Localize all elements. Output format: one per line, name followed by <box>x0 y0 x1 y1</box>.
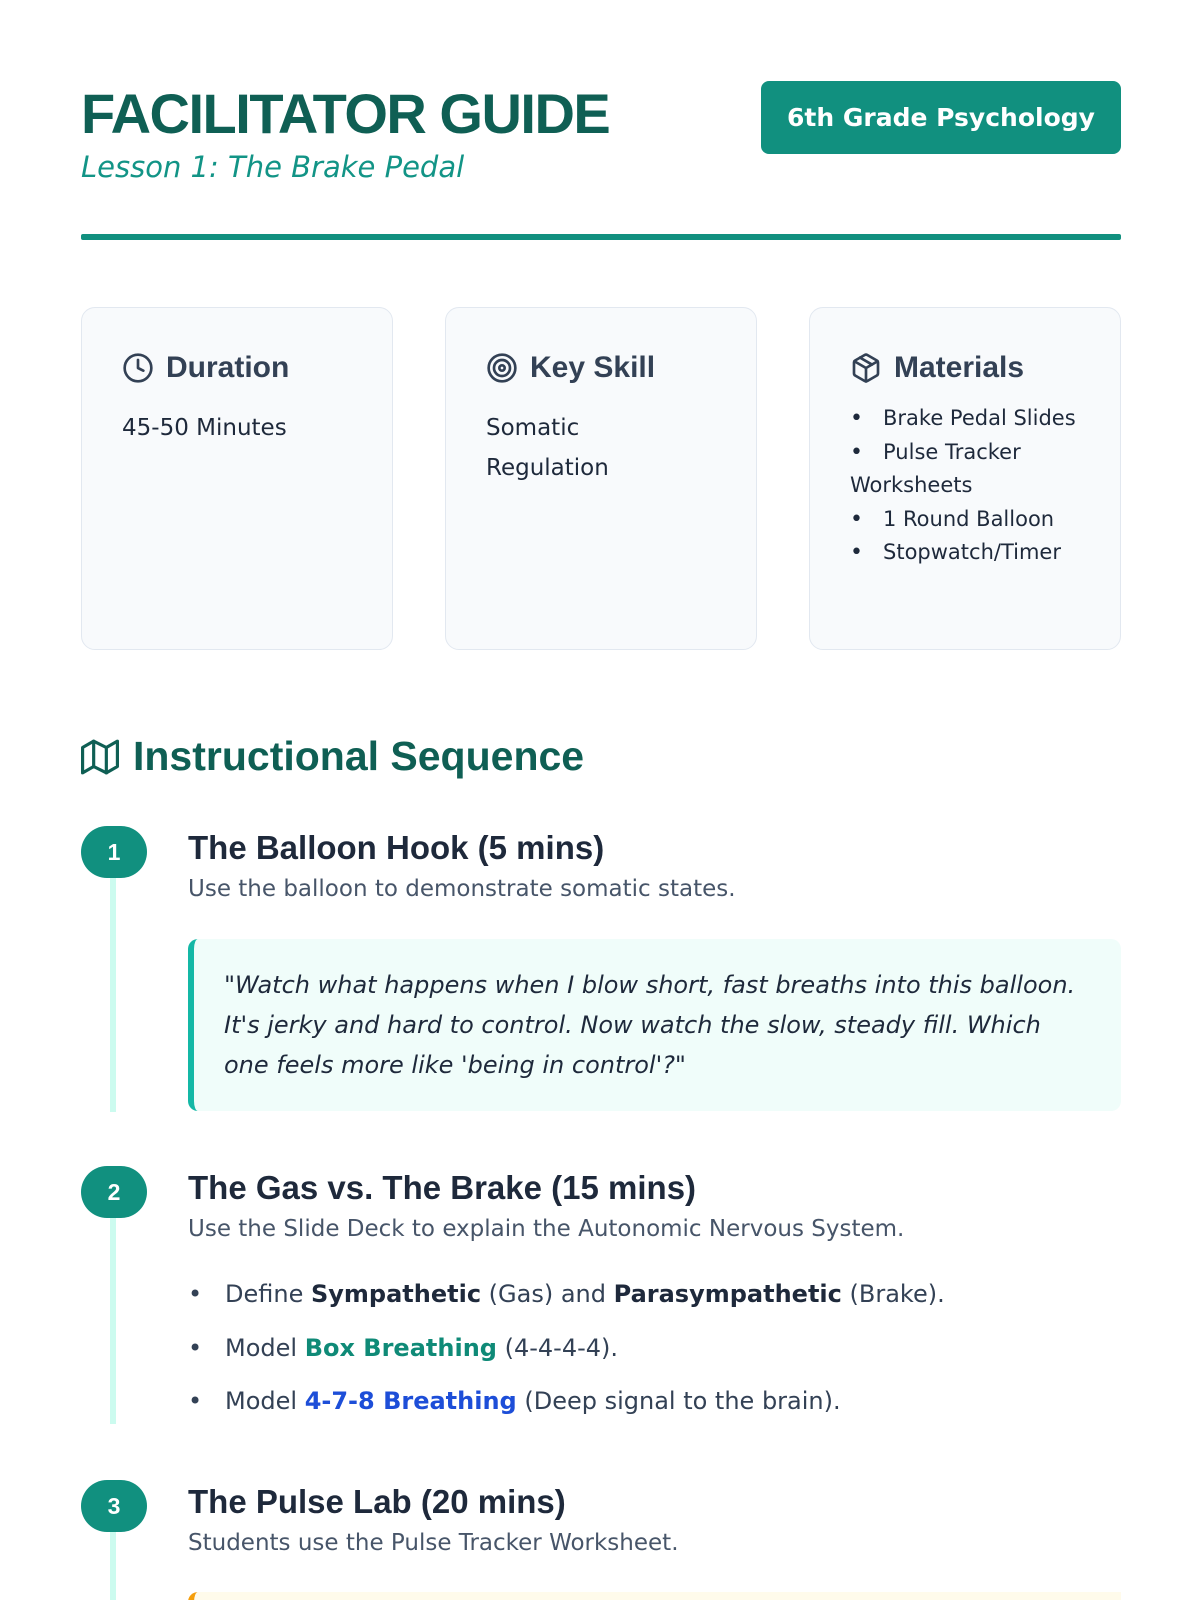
map-icon <box>81 738 119 776</box>
list-item: • Brake Pedal Slides <box>850 402 1080 436</box>
warning-callout <box>188 1592 1121 1600</box>
step-description: Students use the Pulse Tracker Worksheet. <box>188 1530 679 1556</box>
grade-badge: 6th Grade Psychology <box>761 81 1121 154</box>
script-quote: "Watch what happens when I blow short, fast breaths into this balloon. It's jerky and hard to control. Now watch the slow, steady fill. Which one feels more like 'being in control'?" <box>188 939 1121 1111</box>
duration-title: Duration <box>166 351 290 384</box>
list-item: • Pulse Tracker Worksheets <box>850 436 1080 503</box>
list-item: • 1 Round Balloon <box>850 503 1080 537</box>
materials-card <box>809 307 1121 650</box>
step-title: The Gas vs. The Brake (15 mins) <box>188 1169 697 1206</box>
step-title: The Balloon Hook (5 mins) <box>188 829 605 866</box>
duration-card <box>81 307 393 650</box>
step-number: 2 <box>81 1166 147 1218</box>
duration-value: 45-50 Minutes <box>122 415 287 441</box>
section-title: Instructional Sequence <box>133 733 585 779</box>
term-parasympathetic: Parasympathetic <box>613 1280 842 1308</box>
list-item: • Model 4-7-8 Breathing (Deep signal to the brain). <box>188 1387 945 1441</box>
step-bullet-list <box>188 1280 945 1441</box>
step-description: Use the balloon to demonstrate somatic states. <box>188 876 736 902</box>
box-icon <box>850 352 882 384</box>
materials-list <box>850 402 1080 570</box>
materials-title: Materials <box>894 351 1025 384</box>
step-description: Use the Slide Deck to explain the Autonomic Nervous System. <box>188 1216 905 1242</box>
instructional-sequence-heading <box>81 733 584 780</box>
lesson-subtitle: Lesson 1: The Brake Pedal <box>81 150 465 184</box>
term-box-breathing: Box Breathing <box>304 1333 497 1362</box>
term-478-breathing: 4-7-8 Breathing <box>304 1387 517 1415</box>
term-sympathetic: Sympathetic <box>310 1280 482 1308</box>
key-skill-title: Key Skill <box>530 351 656 384</box>
page-title: FACILITATOR GUIDE <box>81 82 610 145</box>
step-connector <box>110 1526 116 1600</box>
step-connector <box>110 872 116 1112</box>
clock-icon <box>122 352 154 384</box>
key-skill-value: Somatic Regulation <box>486 415 609 481</box>
header-divider <box>81 234 1121 240</box>
step-title: The Pulse Lab (20 mins) <box>188 1483 566 1520</box>
step-connector <box>110 1212 116 1424</box>
list-item: • Define Sympathetic (Gas) and Parasympathetic (Brake). <box>188 1280 945 1334</box>
step-number: 3 <box>81 1480 147 1532</box>
key-skill-card <box>445 307 757 650</box>
target-icon <box>486 352 518 384</box>
step-number: 1 <box>81 826 147 878</box>
list-item: • Stopwatch/Timer <box>850 536 1080 570</box>
list-item: • Model Box Breathing (4-4-4-4). <box>188 1334 945 1388</box>
